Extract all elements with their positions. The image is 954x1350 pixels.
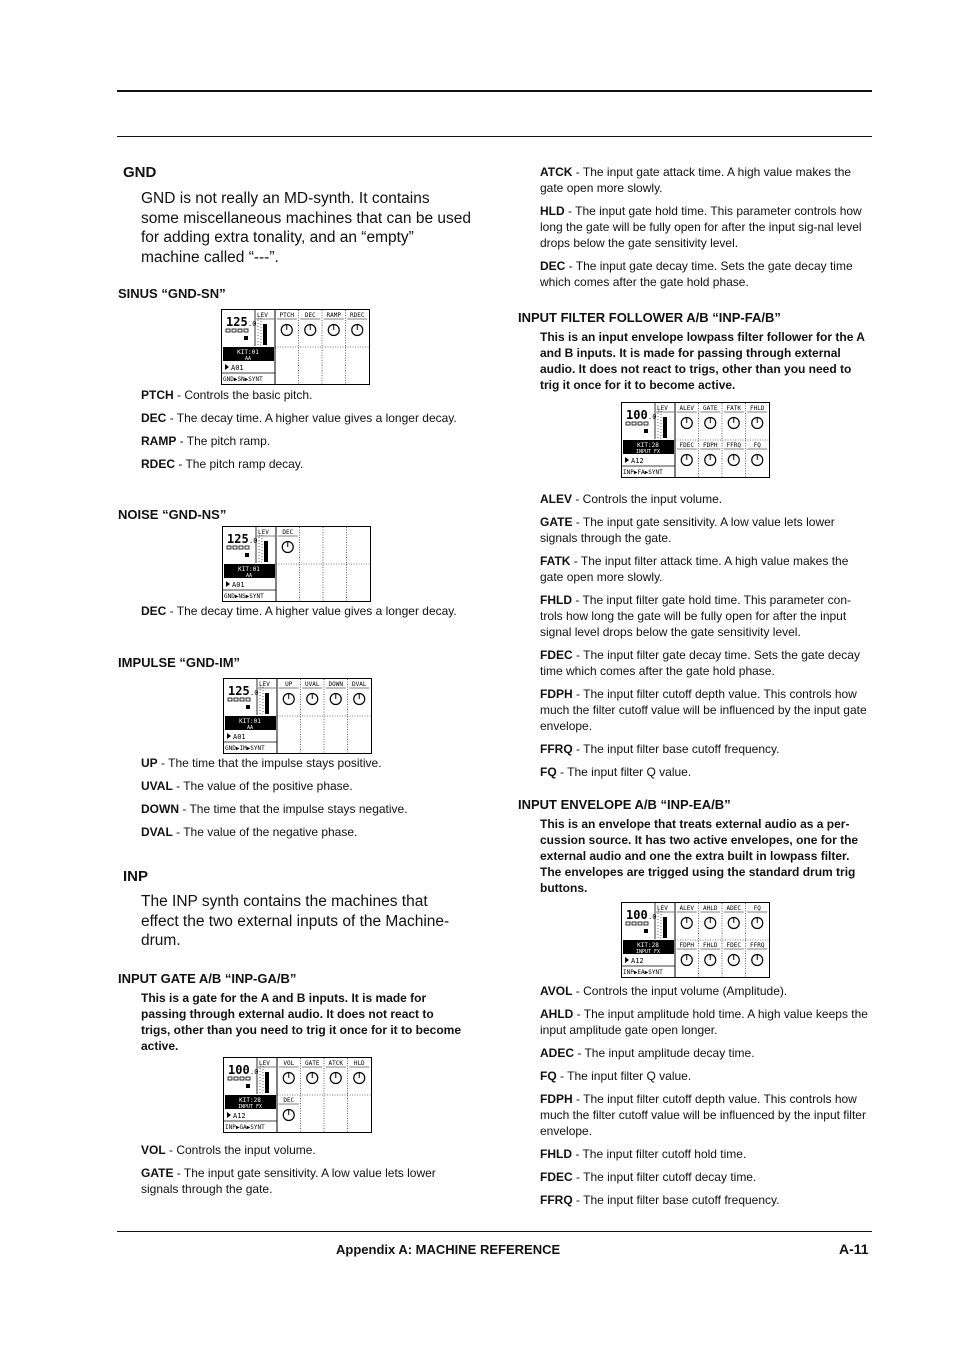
param-text: - The input filter base cutoff frequency. xyxy=(572,742,780,756)
lcd-param-label: LEV xyxy=(258,529,269,536)
param-name: DEC xyxy=(141,411,167,425)
param-description xyxy=(141,603,463,619)
lcd-param-label: DEC xyxy=(282,529,294,536)
lcd-machine: INP▶FA▶SYNT xyxy=(623,469,663,476)
lcd-tempo: 125 xyxy=(228,684,250,698)
param-name: FATK xyxy=(540,554,571,568)
lcd-param-label: RDEC xyxy=(350,312,365,319)
lcd-stop-icon xyxy=(246,705,250,709)
play-triangle-icon xyxy=(227,733,231,739)
lcd-stop-icon xyxy=(245,553,249,557)
param-name: GATE xyxy=(141,1166,174,1180)
param-name: DOWN xyxy=(141,802,179,816)
param-description xyxy=(540,741,872,757)
param-name: RDEC xyxy=(141,457,176,471)
inp-heading: INP xyxy=(123,868,149,885)
param-name: FFRQ xyxy=(540,1193,573,1207)
param-text: - The input gate hold time. This parameter controls how long the gate will be fully open for after the input sig-nal level drops below the gate sensitivity level. xyxy=(540,204,862,250)
param-name: UP xyxy=(141,756,158,770)
envelope-param-list xyxy=(540,983,872,1215)
lcd-level-meter xyxy=(263,324,267,345)
param-name: PTCH xyxy=(141,388,174,402)
param-description xyxy=(540,592,872,640)
lcd-param-label: GATE xyxy=(305,1060,320,1067)
param-description xyxy=(141,778,463,794)
lcd-param-label: ADEC xyxy=(726,905,741,912)
lcd-level-meter xyxy=(663,917,667,938)
param-text: - The pitch ramp decay. xyxy=(175,457,304,471)
envelope-lead: This is an envelope that treats external audio as a per-cussion source. It has two active envelopes, one for the external audio and one the extra built in lowpass filter. The envelopes are trigged using the standard drum trig buttons. xyxy=(540,817,859,895)
envelope-heading: INPUT ENVELOPE A/B “INP-EA/B” xyxy=(518,797,731,812)
param-name: RAMP xyxy=(141,434,177,448)
param-text: - Controls the input volume. xyxy=(165,1143,316,1157)
param-name: FDPH xyxy=(540,687,573,701)
lcd-tempo: 125 xyxy=(227,532,249,546)
param-text: - The value of the positive phase. xyxy=(172,779,353,793)
param-description xyxy=(540,1192,872,1208)
lcd-kit-sub: AA xyxy=(246,725,254,731)
lcd-stop-icon xyxy=(246,1084,250,1088)
param-description xyxy=(141,1165,463,1197)
param-text: - The input gate attack time. A high value makes the gate open more slowly. xyxy=(540,165,852,195)
lcd-kit: KIT:28 xyxy=(637,942,659,949)
lcd-param-label: LEV xyxy=(259,681,270,688)
lcd-pattern: A12 xyxy=(631,457,644,465)
param-name: AHLD xyxy=(540,1007,574,1021)
param-description xyxy=(540,514,872,546)
lcd-param-label: FFRQ xyxy=(726,442,741,449)
gnd-heading: GND xyxy=(123,164,157,181)
lcd-param-label: DVAL xyxy=(352,681,367,688)
footer-rule xyxy=(117,1231,872,1232)
param-text: - The input filter gate hold time. This parameter con-trols how long the gate will be fully open for after the input signal level drops below the gate sensitivity level. xyxy=(540,593,852,639)
param-text: - The time that the impulse stays negative. xyxy=(179,802,408,816)
lcd-tempo: 100 xyxy=(626,408,648,422)
lcd-pattern: A01 xyxy=(233,733,246,741)
lcd-machine: GND▶SN▶SYNT xyxy=(223,376,263,383)
filter-heading: INPUT FILTER FOLLOWER A/B “INP-FA/B” xyxy=(518,310,781,325)
impulse-lcd-screen xyxy=(223,678,372,754)
param-text: - The input gate decay time. Sets the gate decay time which comes after the gate hold phase. xyxy=(540,259,853,289)
lcd-param-label: DEC xyxy=(283,1097,295,1104)
lcd-stop-icon xyxy=(644,429,648,433)
lcd-param-label: RAMP xyxy=(326,312,341,319)
param-description xyxy=(540,1006,872,1038)
param-description xyxy=(540,1091,872,1139)
lcd-tempo-decimal: .0 xyxy=(250,1068,259,1076)
play-triangle-icon xyxy=(625,957,629,963)
lcd-kit-sub: INPUT FX xyxy=(237,1104,263,1110)
param-text: - The input filter cutoff depth value. This controls how much the filter cutoff value will be influenced by the input gate envelope. xyxy=(540,687,867,733)
param-name: HLD xyxy=(540,204,565,218)
param-description xyxy=(141,801,463,817)
lcd-level-meter xyxy=(265,693,269,714)
param-description xyxy=(540,764,872,780)
impulse-heading: IMPULSE “GND-IM” xyxy=(118,655,241,670)
lcd-kit: KIT:01 xyxy=(238,566,260,573)
lcd-param-label: UP xyxy=(285,681,293,688)
param-description xyxy=(540,164,872,196)
lcd-kit-sub: AA xyxy=(245,573,253,579)
param-description xyxy=(540,491,872,507)
param-description xyxy=(141,1142,463,1158)
param-name: FHLD xyxy=(540,593,572,607)
sinus-heading: SINUS “GND-SN” xyxy=(118,286,226,301)
lcd-param-label: VOL xyxy=(283,1060,295,1067)
noise-heading: NOISE “GND-NS” xyxy=(118,507,227,522)
gate-heading: INPUT GATE A/B “INP-GA/B” xyxy=(118,971,297,986)
lcd-param-label: FHLD xyxy=(750,405,765,412)
param-description xyxy=(540,1146,872,1162)
lcd-param-label: FHLD xyxy=(703,942,718,949)
inp-intro: The INP synth contains the machines that effect the two external inputs of the Machine-drum. xyxy=(141,893,450,949)
param-description xyxy=(141,387,463,403)
lcd-tempo-decimal: .0 xyxy=(248,320,257,328)
lcd-param-label: LEV xyxy=(259,1060,270,1067)
lcd-param-label: DEC xyxy=(304,312,316,319)
lcd-param-label: FQ xyxy=(753,905,761,912)
lcd-tempo-decimal: .0 xyxy=(250,689,259,697)
param-name: FFRQ xyxy=(540,742,573,756)
param-description xyxy=(540,647,872,679)
lcd-param-label: FDPH xyxy=(703,442,718,449)
param-description xyxy=(540,553,872,585)
lcd-param-label: LEV xyxy=(657,405,668,412)
param-text: - The input amplitude decay time. xyxy=(574,1046,755,1060)
lcd-param-label: FQ xyxy=(753,442,761,449)
gnd-intro: GND is not really an MD-synth. It contains some miscellaneous machines that can be used for adding extra tonality, and an “empty” machine called “---”. xyxy=(141,190,471,266)
lcd-param-label: HLD xyxy=(353,1060,365,1067)
param-text: - The input filter gate decay time. Sets the gate decay time which comes after the gate hold phase. xyxy=(540,648,860,678)
play-triangle-icon xyxy=(227,1112,231,1118)
lcd-param-label: LEV xyxy=(657,905,668,912)
lcd-kit-sub: INPUT FX xyxy=(635,949,661,955)
lcd-machine: INP▶GA▶SYNT xyxy=(225,1124,265,1131)
param-name: FHLD xyxy=(540,1147,572,1161)
lcd-param-label: GATE xyxy=(703,405,718,412)
footer-page-number: A-11 xyxy=(839,1241,869,1257)
param-name: FQ xyxy=(540,1069,557,1083)
param-description xyxy=(141,824,463,840)
param-name: FDEC xyxy=(540,1170,573,1184)
param-name: DEC xyxy=(540,259,566,273)
lcd-level-meter xyxy=(265,1072,269,1093)
top-rule-thin xyxy=(117,136,872,137)
gate-lead: This is a gate for the A and B inputs. It is made for passing through external audio. It does not react to trigs, other than you need to trig it once for it to become active. xyxy=(141,991,462,1053)
param-description xyxy=(540,983,872,999)
lcd-machine: INP▶EA▶SYNT xyxy=(623,969,663,976)
gate-lcd-screen xyxy=(223,1057,372,1133)
play-triangle-icon xyxy=(225,364,229,370)
param-name: FDEC xyxy=(540,648,573,662)
footer-chapter: Appendix A: MACHINE REFERENCE xyxy=(336,1242,561,1257)
lcd-param-label: FDEC xyxy=(679,442,694,449)
lcd-param-label: ALEV xyxy=(679,905,694,912)
play-triangle-icon xyxy=(625,457,629,463)
param-description xyxy=(141,456,463,472)
param-name: VOL xyxy=(141,1143,166,1157)
param-description xyxy=(540,686,872,734)
lcd-param-label: UVAL xyxy=(305,681,320,688)
param-description xyxy=(141,433,463,449)
param-description xyxy=(540,1169,872,1185)
play-triangle-icon xyxy=(226,581,230,587)
lcd-kit: KIT:28 xyxy=(637,442,659,449)
param-description xyxy=(540,258,872,290)
lcd-pattern: A01 xyxy=(232,581,245,589)
lcd-kit: KIT:28 xyxy=(239,1097,261,1104)
param-description xyxy=(540,203,872,251)
lcd-level-meter xyxy=(663,417,667,438)
param-name: ATCK xyxy=(540,165,573,179)
lcd-kit-sub: AA xyxy=(244,356,252,362)
param-text: - The input filter base cutoff frequency. xyxy=(572,1193,780,1207)
lcd-pattern: A12 xyxy=(631,957,644,965)
impulse-param-list xyxy=(141,755,463,847)
lcd-param-label: LEV xyxy=(257,312,268,319)
param-name: FQ xyxy=(540,765,557,779)
lcd-stop-icon xyxy=(244,336,248,340)
lcd-kit: KIT:01 xyxy=(239,718,261,725)
filter-lcd-screen xyxy=(621,402,770,478)
param-text: - The input filter Q value. xyxy=(556,765,692,779)
param-text: - The input filter attack time. A high value makes the gate open more slowly. xyxy=(540,554,849,584)
lcd-param-label: FATK xyxy=(726,405,741,412)
lcd-pattern: A01 xyxy=(231,364,244,372)
lcd-tempo-decimal: .0 xyxy=(648,413,657,421)
param-text: - Controls the input volume (Amplitude). xyxy=(572,984,788,998)
param-name: UVAL xyxy=(141,779,173,793)
lcd-kit: KIT:01 xyxy=(237,349,259,356)
lcd-machine: GND▶IM▶SYNT xyxy=(225,745,265,752)
param-description xyxy=(540,1068,872,1084)
param-text: - The value of the negative phase. xyxy=(172,825,358,839)
lcd-tempo: 100 xyxy=(228,1063,250,1077)
lcd-machine: GND▶NS▶SYNT xyxy=(224,593,264,600)
noise-lcd-screen xyxy=(222,526,371,602)
param-name: DEC xyxy=(141,604,167,618)
lcd-param-label: PTCH xyxy=(279,312,294,319)
top-rule-thick xyxy=(117,90,872,92)
param-text: - The decay time. A higher value gives a longer decay. xyxy=(166,604,457,618)
param-text: - The input filter cutoff decay time. xyxy=(572,1170,757,1184)
param-description xyxy=(141,410,463,426)
param-text: - The input gate sensitivity. A low value lets lower signals through the gate. xyxy=(540,515,835,545)
lcd-tempo-decimal: .0 xyxy=(249,537,258,545)
param-text: - The pitch ramp. xyxy=(176,434,271,448)
param-description xyxy=(141,755,463,771)
param-name: FDPH xyxy=(540,1092,573,1106)
param-name: AVOL xyxy=(540,984,573,998)
param-description xyxy=(540,1045,872,1061)
param-name: ALEV xyxy=(540,492,573,506)
lcd-param-label: FFRQ xyxy=(750,942,765,949)
lcd-param-label: AHLD xyxy=(703,905,718,912)
lcd-kit-sub: INPUT FX xyxy=(635,449,661,455)
gate-param-list-left xyxy=(141,1142,463,1204)
param-text: - Controls the input volume. xyxy=(572,492,723,506)
param-text: - The input amplitude hold time. A high value keeps the input amplitude gate open longer. xyxy=(540,1007,868,1037)
sinus-param-list xyxy=(141,387,463,479)
lcd-stop-icon xyxy=(644,929,648,933)
envelope-lcd-screen xyxy=(621,902,770,978)
lcd-level-meter xyxy=(264,541,268,562)
lcd-tempo: 100 xyxy=(626,908,648,922)
param-text: - The input filter Q value. xyxy=(556,1069,692,1083)
lcd-param-label: DOWN xyxy=(328,681,343,688)
param-text: - The time that the impulse stays positive. xyxy=(157,756,382,770)
lcd-param-label: ATCK xyxy=(328,1060,343,1067)
param-name: DVAL xyxy=(141,825,173,839)
param-text: - The input filter cutoff hold time. xyxy=(572,1147,747,1161)
param-text: - Controls the basic pitch. xyxy=(173,388,313,402)
filter-lead: This is an input envelope lowpass filter follower for the A and B inputs. It is made for passing through external audio. It does not react to trigs, other than you need to trig it once for it to become active. xyxy=(540,330,865,392)
param-text: - The decay time. A higher value gives a longer decay. xyxy=(166,411,457,425)
param-text: - The input gate sensitivity. A low value lets lower signals through the gate. xyxy=(141,1166,436,1196)
lcd-param-label: FDPH xyxy=(679,942,694,949)
param-name: GATE xyxy=(540,515,573,529)
filter-param-list xyxy=(540,491,872,787)
noise-param-list xyxy=(141,603,463,626)
param-text: - The input filter cutoff depth value. This controls how much the filter cutoff value will be influenced by the input filter envelope. xyxy=(540,1092,866,1138)
param-name: ADEC xyxy=(540,1046,575,1060)
lcd-param-label: FDEC xyxy=(726,942,741,949)
gate-param-list-right xyxy=(540,164,872,297)
lcd-pattern: A12 xyxy=(233,1112,246,1120)
lcd-tempo: 125 xyxy=(226,315,248,329)
sinus-lcd-screen xyxy=(221,309,370,385)
lcd-tempo-decimal: .0 xyxy=(648,913,657,921)
lcd-param-label: ALEV xyxy=(679,405,694,412)
